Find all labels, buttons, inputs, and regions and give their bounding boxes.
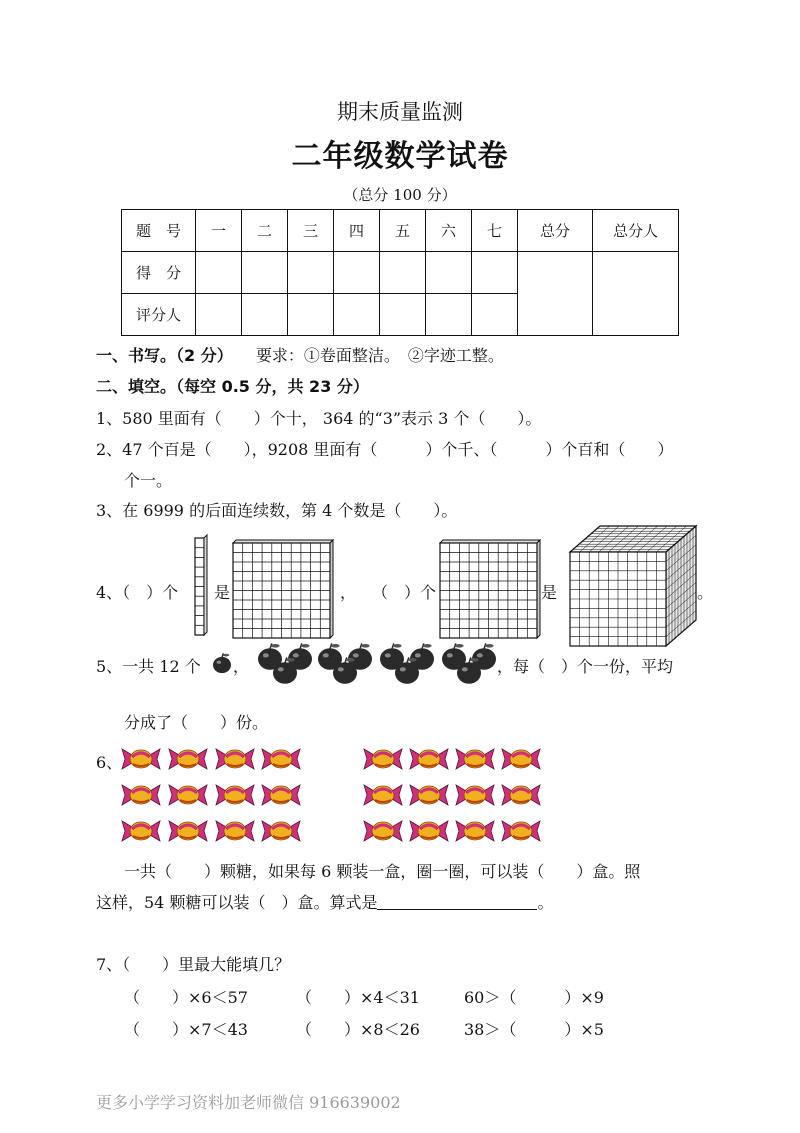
score-cell[interactable] <box>426 252 472 294</box>
table-cell: 总分人 <box>593 210 679 252</box>
question-4-end: 。 <box>697 583 714 602</box>
candy-icon <box>364 749 402 769</box>
question-4-is-1: 是 <box>214 583 231 602</box>
question-5-comma: ， <box>233 657 250 676</box>
q7-item: （ ）×4＜31 <box>296 988 420 1007</box>
table-cell: 六 <box>426 210 472 252</box>
table-row <box>122 210 679 252</box>
candy-icon <box>262 821 300 841</box>
candy-icon <box>410 785 448 805</box>
candy-icon <box>456 821 494 841</box>
table-cell: 总分 <box>518 210 593 252</box>
score-cell[interactable] <box>242 252 288 294</box>
table-cell: 二 <box>242 210 288 252</box>
candy-icon <box>456 749 494 769</box>
apple-group-icon <box>440 648 498 686</box>
candy-icon <box>456 785 494 805</box>
section-1 <box>96 343 504 366</box>
candy-icon <box>410 821 448 841</box>
section-1-heading: 一、书写。（2 分） <box>96 346 233 365</box>
table-cell: 三 <box>288 210 334 252</box>
apple-group-icon <box>316 648 374 686</box>
candy-icon <box>216 749 254 769</box>
table-cell: 七 <box>472 210 518 252</box>
q7-item: 60＞（ ）×9 <box>464 988 604 1007</box>
grader-cell[interactable] <box>242 294 288 336</box>
question-4-is-2: 是 <box>541 583 558 602</box>
grader-cell[interactable] <box>196 294 242 336</box>
question-4-comma: ， <box>340 583 357 602</box>
total-score-cell[interactable] <box>518 252 593 336</box>
candy-icon <box>122 821 160 841</box>
formula-blank[interactable] <box>377 893 537 910</box>
grader-cell[interactable] <box>288 294 334 336</box>
total-score: （总分 100 分） <box>343 186 457 204</box>
question-3: 3、在 6999 的后面连续数，第 4 个数是（ ）。 <box>96 501 458 520</box>
exam-subtitle: 期末质量监测 <box>337 100 463 124</box>
candy-icon <box>262 785 300 805</box>
table-cell: 评分人 <box>122 294 196 336</box>
question-7: 7、（ ）里最大能填几？ <box>96 955 291 974</box>
hundred-flat-icon <box>233 540 335 639</box>
q7-item: （ ）×8＜26 <box>296 1020 420 1039</box>
question-6-line-2: 这样，54 颗糖可以装（ ）盒。算式是 。 <box>96 893 554 912</box>
grade-table <box>121 209 679 336</box>
table-cell: 得 分 <box>122 252 196 294</box>
question-4-part-b: （ ）个 <box>372 583 437 602</box>
table-row <box>122 252 679 294</box>
candy-grid <box>122 745 552 855</box>
ten-rod-icon <box>194 537 208 637</box>
candy-icon <box>169 785 207 805</box>
grader-cell[interactable] <box>334 294 380 336</box>
thousand-cube-icon <box>570 526 698 648</box>
q7-item: 38＞（ ）×5 <box>464 1020 604 1039</box>
candy-icon <box>169 821 207 841</box>
score-cell[interactable] <box>380 252 426 294</box>
score-cell[interactable] <box>334 252 380 294</box>
apple-group-icon <box>256 648 314 686</box>
grader-cell[interactable] <box>380 294 426 336</box>
candy-icon <box>169 749 207 769</box>
footer-watermark: 更多小学学习资料加老师微信 916639002 <box>96 1093 401 1112</box>
candy-icon <box>216 821 254 841</box>
grader-cell[interactable] <box>426 294 472 336</box>
question-5-part-a: 5、一共 12 个 <box>96 657 201 676</box>
candy-icon <box>262 749 300 769</box>
candy-icon <box>502 821 540 841</box>
hundred-flat-icon <box>440 540 542 639</box>
grader-cell[interactable] <box>472 294 518 336</box>
question-5-part-b: ，每（ ）个一份，平均 <box>497 657 674 676</box>
q7-item: （ ）×6＜57 <box>124 988 248 1007</box>
section-2-heading: 二、填空。（每空 0.5 分，共 23 分） <box>96 377 369 396</box>
question-2: 2、47 个百是（ ），9208 里面有（ ）个千、（ ）个百和（ ） <box>96 440 674 459</box>
q7-item: （ ）×7＜43 <box>124 1020 248 1039</box>
candy-icon <box>122 749 160 769</box>
question-2-cont: 个一。 <box>124 471 173 490</box>
candy-icon <box>502 749 540 769</box>
apple-group-icon <box>378 648 436 686</box>
score-cell[interactable] <box>288 252 334 294</box>
candy-icon <box>364 821 402 841</box>
question-4-part-a: 4、（ ）个 <box>96 583 179 602</box>
score-cell[interactable] <box>472 252 518 294</box>
exam-title: 二年级数学试卷 <box>291 139 509 174</box>
table-cell: 一 <box>196 210 242 252</box>
table-cell: 题 号 <box>122 210 196 252</box>
apple-icon <box>211 652 233 676</box>
question-6-line-1: 一共（ ）颗糖，如果每 6 颗装一盒，圈一圈，可以装（ ）盒。照 <box>124 862 641 881</box>
candy-icon <box>502 785 540 805</box>
section-1-requirement: 要求：①卷面整洁。 ②字迹工整。 <box>255 346 504 365</box>
grader-total-cell[interactable] <box>593 252 679 336</box>
question-5-cont: 分成了（ ）份。 <box>124 713 269 732</box>
question-1: 1、580 里面有（ ）个十， 364 的“3”表示 3 个（ ）。 <box>96 409 542 428</box>
question-6-number: 6、 <box>96 753 123 772</box>
candy-icon <box>216 785 254 805</box>
table-cell: 五 <box>380 210 426 252</box>
candy-icon <box>122 785 160 805</box>
score-cell[interactable] <box>196 252 242 294</box>
table-cell: 四 <box>334 210 380 252</box>
candy-icon <box>364 785 402 805</box>
candy-icon <box>410 749 448 769</box>
